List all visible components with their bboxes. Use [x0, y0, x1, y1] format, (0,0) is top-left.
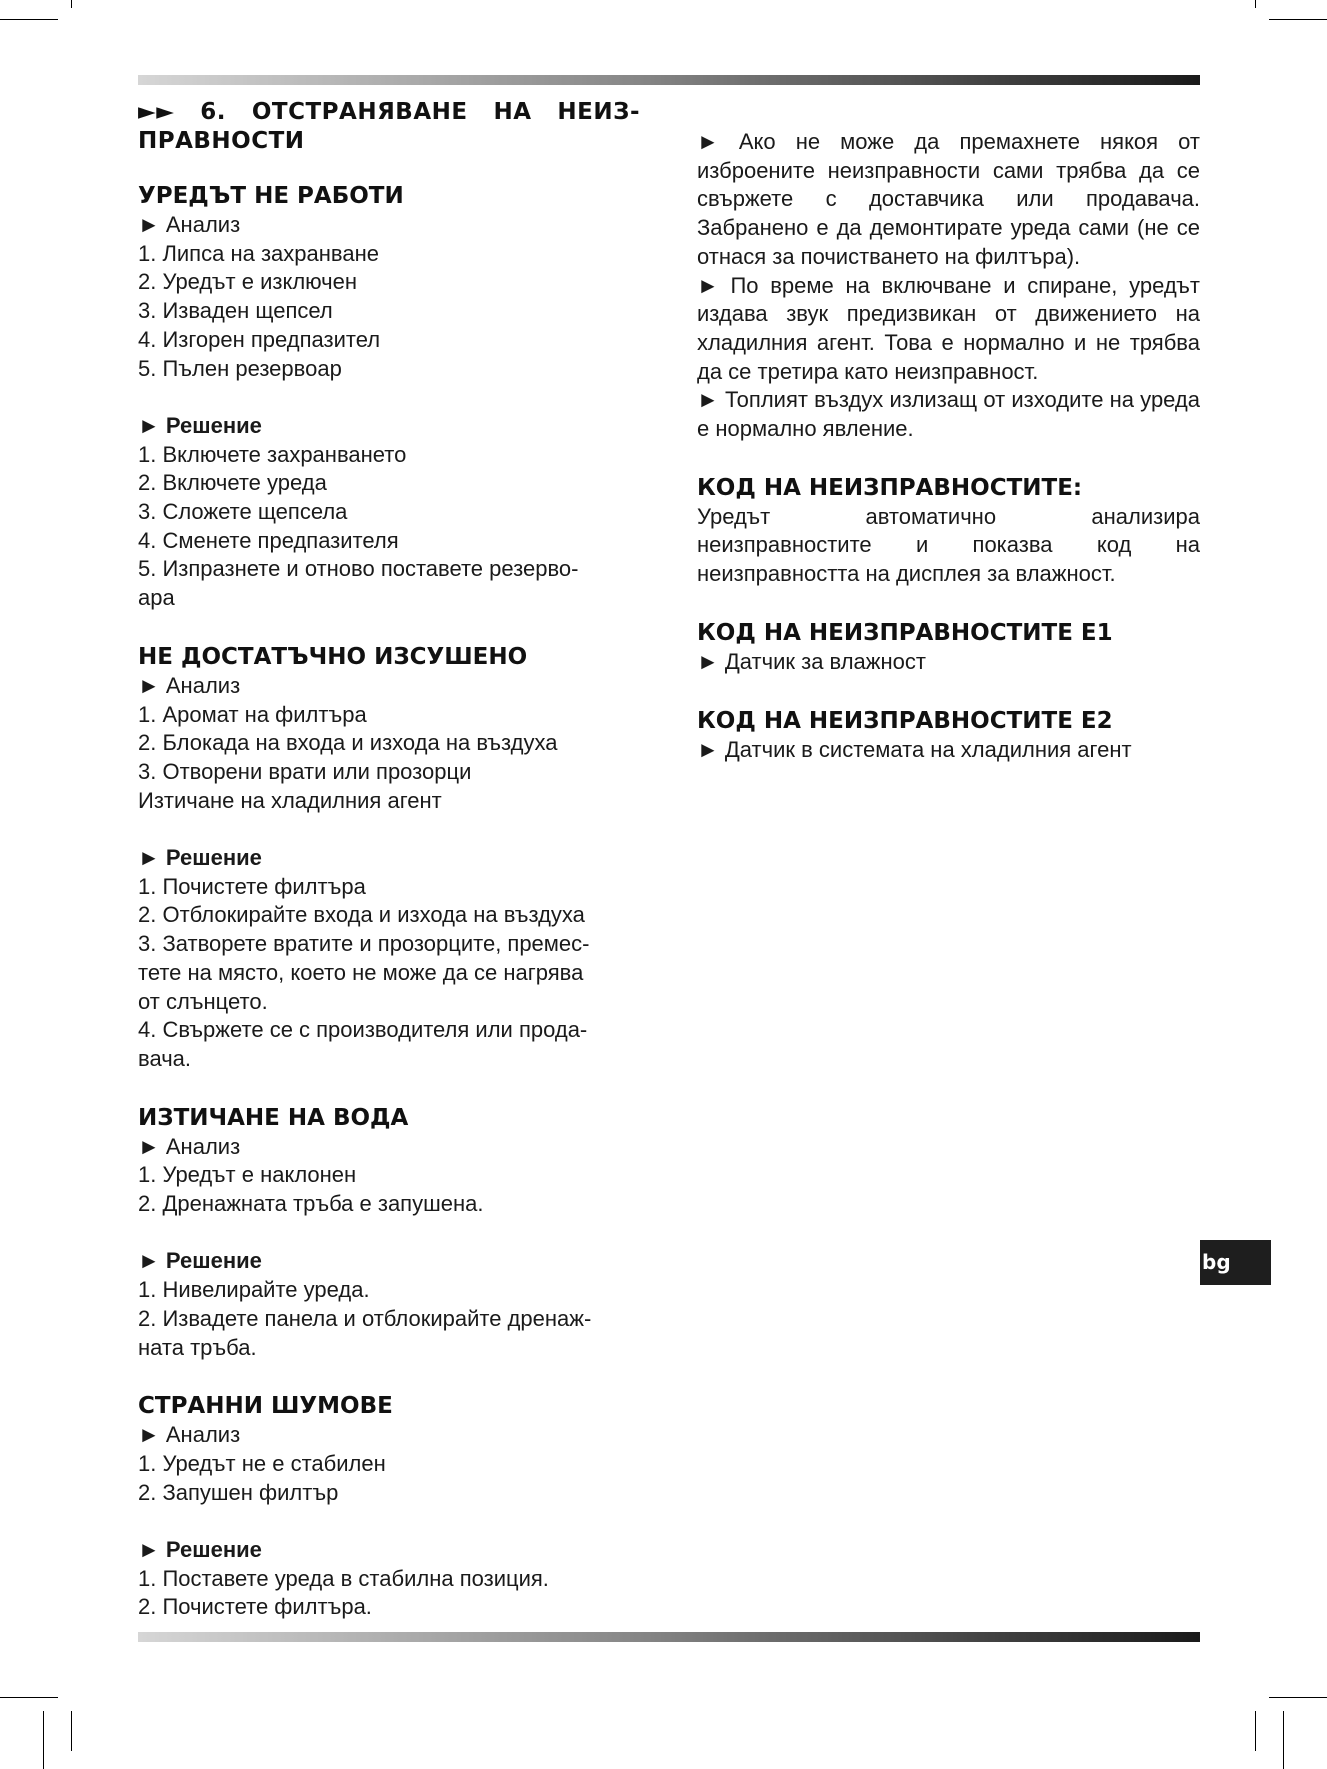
crop-mark — [43, 1711, 44, 1769]
body-text: ► Датчик в системата на хладилния агент — [697, 736, 1132, 762]
section-not-working — [138, 182, 640, 613]
list-item: 1. Нивелирайте уреда. — [138, 1277, 370, 1303]
section-title: СТРАННИ ШУМОВЕ — [138, 1393, 393, 1420]
solution-label: ► Решение — [138, 845, 262, 871]
list-item: 1. Уредът е наклонен — [138, 1162, 357, 1188]
list-item: 2. Извадете панела и отблокирайте дренаж- — [138, 1305, 592, 1331]
left-column — [138, 98, 640, 1622]
crop-mark — [1255, 1711, 1256, 1751]
list-item: 1. Аромат на филтъра — [138, 701, 367, 727]
crop-mark — [1255, 0, 1256, 8]
list-item: 3. Сложете щепсела — [138, 499, 348, 525]
list-item: 1. Уредът не е стабилен — [138, 1450, 386, 1476]
note-paragraph: ► По време на включване и спиране, уредът издава звук предизвикан от движението на хладилния агент. Това е нормално и не трябва да се третира като неизправност. — [697, 272, 1200, 384]
list-item: 4. Сменете предпазителя — [138, 527, 399, 553]
crop-mark — [1283, 1711, 1284, 1769]
crop-mark — [0, 19, 58, 20]
crop-mark — [71, 0, 72, 8]
section-error-e2 — [697, 707, 1200, 765]
list-item: 1. Поставете уреда в стабилна позиция. — [138, 1565, 549, 1591]
section-error-codes — [697, 474, 1200, 589]
section-strange-noises — [138, 1392, 640, 1622]
analysis-label: ► Анализ — [138, 1133, 241, 1159]
solution-label: ► Решение — [138, 412, 262, 438]
list-item: ара — [138, 585, 175, 611]
crop-mark — [71, 1711, 72, 1751]
body-text: Уредът автоматично анализира неизправностите и показва код на неизправността на дисплея за влажност. — [697, 503, 1200, 587]
top-rule — [138, 75, 1200, 85]
list-item: тете на място, което не може да се нагрява — [138, 959, 584, 985]
list-item: 2. Уредът е изключен — [138, 269, 358, 295]
section-water-leak — [138, 1104, 640, 1363]
list-item: 4. Изгорен предпазител — [138, 326, 381, 352]
list-item: 2. Дренажната тръба е запушена. — [138, 1191, 484, 1217]
bottom-rule — [138, 1632, 1200, 1642]
analysis-label: ► Анализ — [138, 672, 241, 698]
list-item: 2. Отблокирайте входа и изхода на въздуха — [138, 902, 585, 928]
solution-label: ► Решение — [138, 1537, 262, 1563]
list-item: 1. Почистете филтъра — [138, 873, 366, 899]
list-item: 5. Пълен резервоар — [138, 355, 342, 381]
list-item: 3. Отворени врати или прозорци — [138, 758, 472, 784]
chapter-title: ►► 6. ОТСТРАНЯВАНЕ НА НЕИЗ-ПРАВНОСТИ — [138, 99, 640, 154]
list-item: 3. Затворете вратите и прозорците, премес- — [138, 931, 590, 957]
section-title: НЕ ДОСТАТЪЧНО ИЗСУШЕНО — [138, 643, 528, 670]
analysis-label: ► Анализ — [138, 212, 241, 237]
list-item: 3. Изваден щепсел — [138, 298, 333, 324]
right-column — [697, 128, 1200, 764]
note-paragraph: ► Ако не може да премахнете някоя от изброените неизправности сами трябва да се свържете с доставчика или продавача. Забранено е да демонтирате уреда сами (не се отнася за почистването на филтъра). — [697, 129, 1200, 269]
section-title: УРЕДЪТ НЕ РАБОТИ — [138, 183, 404, 209]
list-item: Изтичане на хладилния агент — [138, 787, 442, 813]
list-item: вача. — [138, 1045, 192, 1071]
language-badge: bg — [1200, 1240, 1271, 1285]
section-title: КОД НА НЕИЗПРАВНОСТИТЕ E2 — [697, 707, 1113, 734]
list-item: 4. Свържете се с производителя или прода- — [138, 1017, 588, 1043]
list-item: 1. Включете захранването — [138, 441, 407, 467]
note-paragraph: ► Топлият въздух излизащ от изходите на уреда е нормално явление. — [697, 387, 1200, 442]
section-error-e1 — [697, 619, 1200, 677]
solution-label: ► Решение — [138, 1248, 262, 1274]
body-text: ► Датчик за влажност — [697, 648, 926, 674]
section-title: КОД НА НЕИЗПРАВНОСТИТЕ: — [697, 474, 1083, 501]
section-title: ИЗТИЧАНЕ НА ВОДА — [138, 1104, 409, 1131]
list-item: от слънцето. — [138, 988, 268, 1014]
list-item: 2. Блокада на входа и изхода на въздуха — [138, 730, 558, 756]
list-item: 2. Включете уреда — [138, 470, 327, 496]
list-item: 2. Почистете филтъра. — [138, 1594, 372, 1620]
list-item: 1. Липса на захранване — [138, 240, 379, 266]
list-item: ната тръба. — [138, 1334, 257, 1360]
crop-mark — [0, 1697, 58, 1698]
list-item: 5. Изпразнете и отново поставете резерво- — [138, 556, 579, 582]
section-not-dried — [138, 643, 640, 1074]
crop-mark — [1269, 1697, 1327, 1698]
list-item: 2. Запушен филтър — [138, 1479, 339, 1505]
analysis-label: ► Анализ — [138, 1422, 241, 1448]
crop-mark — [1269, 19, 1327, 20]
section-title: КОД НА НЕИЗПРАВНОСТИТЕ E1 — [697, 619, 1113, 646]
